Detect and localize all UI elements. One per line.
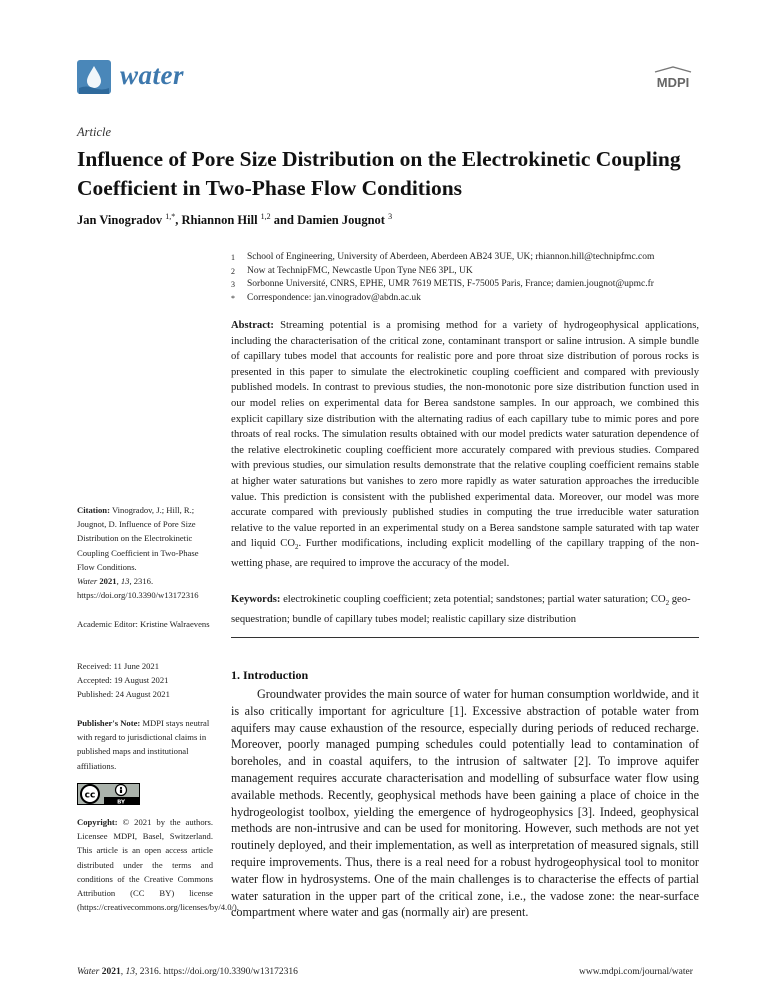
mdpi-logo	[649, 66, 697, 92]
article-type: Article	[77, 125, 112, 139]
copyright-notice: Copyright: © 2021 by the authors. Licensee MDPI, Basel, Switzerland. This article is an open access article distributed under the terms and conditions of the Creative Commons Attribution (CC BY) license (https://creativecommons.org/licenses/by/4.0/).	[77, 817, 239, 913]
author-name[interactable]: Damien Jougnot	[297, 213, 385, 228]
published-date: Published: 24 August 2021	[77, 689, 170, 700]
abstract: Abstract: Streaming potential is a promising method for a variety of hydrogeophysical applications, including the characterisation of the critical zone, contaminant transport or saline intrusion. A simple bundle of capillary tubes model that accounts for realistic pore and pore throat size distribution of porous rocks is presented in this paper to simulate the electrokinetic coupling coefficient and compared with previously published models. In contrast to previous studies, the non-monotonic pore size distribution function used in our model relies on experimental data for Berea sandstone samples. In our approach, we combined this explicit capillary size distribution with the alternating radius of each capillary tube to mimic pores and pore throats of real rocks. The simulation results obtained with our model predicts water saturation dependence of the relative electrokinetic coupling coefficient more accurately compared with previous studies. Compared with previous studies, our simulation results demonstrate that the relative coupling coefficient remains stable at higher water saturations but vanishes to zero more rapidly as water saturation approaches the irreducible value. This prediction is consistent with the published experimental data. Moreover, our model was more accurate compared with previously published studies in computing the true irreducible water saturation relative to the value reported in an experimental study on a Berea sandstone sample saturated with tap water and liquid $CO_2$. Further modifications, including explicit modelling of the capillary trapping of the non-wetting phase, are required to improve the accuracy of the model.	[231, 320, 699, 570]
body-paragraph: Groundwater provides the main source of water for human consumption worldwide, and it is also critically important for agriculture [1]. Excessive abstraction of potable water from aquifers may cause exhaustion of the resource, especially during periods of reduced recharge. Moreover, poorly managed pumping schedules could potentially lead to contamination of boreholes, and in coastal aquifers, to the intrusion of saltwater [2]. To improve aquifer management requires accurate characterisation and modelling of subsurface water flow using available methods. Recently, geophysical methods have been gaining a place of choice in the hydrogeologist toolbox, yielding the emergence of hydrogeophysics [3]. Indeed, geophysical methods are non-intrusive and can be used for monitoring. However, such methods are not yet routinely deployed, and their implementation, as well as interpretation of measured signals, still require improvements. Thus, there is a real need for a robust hydrogeophysical tool to monitor water flow in hydrosystems. One of the main challenges is to characterise the effects of partial water saturation in the upper part of the critical zone, i.e., the vadose zone: the near-surface compartment where water and gas (normally air) are present.	[231, 687, 699, 920]
author-name[interactable]: Jan Vinogradov	[77, 213, 163, 228]
svg-text:cc: cc	[84, 790, 96, 801]
doi-link[interactable]: https://doi.org/10.3390/w13172316	[77, 590, 199, 601]
paper-title: Influence of Pore Size Distribution on the Electrokinetic Coupling Coefficient in Two-Phase Flow Conditions	[77, 147, 681, 200]
footer-citation: Water 2021, 13, 2316. https://doi.org/10.3390/w13172316	[77, 967, 298, 977]
accepted-date: Accepted: 19 August 2021	[77, 675, 169, 686]
keywords: Keywords: electrokinetic coupling coefficient; zeta potential; sandstones; partial water saturation; $CO_2$ geo-sequestration; bundle of capillary tubes model; realistic capillary size distribution	[231, 594, 691, 625]
academic-editor: Academic Editor: Kristine Walraevens	[77, 619, 210, 629]
journal-url-link[interactable]: www.mdpi.com/journal/water	[579, 967, 693, 977]
author-name[interactable]: Rhiannon Hill	[181, 213, 258, 228]
publication-dates	[77, 659, 213, 702]
affiliation-item: 2 Now at TechnipFMC, Newcastle Upon Tyne NE6 3PL, UK	[231, 265, 473, 276]
affiliations	[231, 251, 701, 305]
affiliation-item: 3 Sorbonne Université, CNRS, EPHE, UMR 7619 METIS, F-75005 Paris, France; damien.jougnot@upmc.fr	[231, 279, 654, 289]
svg-text:BY: BY	[117, 799, 125, 805]
author-affil-mark: 1,*	[165, 212, 176, 221]
keywords-label: Keywords:	[231, 594, 281, 605]
water-drop-icon	[77, 60, 111, 94]
citation-block: Citation: Vinogradov, J.; Hill, R.; Jougnot, D. Influence of Pore Size Distribution on the Electrokinetic Coupling Coefficient in Two-Phase Flow Conditions. Water 2021, 13, 2316. https://doi.org/10.3390/w13172316	[77, 505, 199, 601]
affiliation-item: * Correspondence: jan.vinogradov@abdn.ac.uk	[231, 292, 421, 303]
affiliation-item: 1 School of Engineering, University of Aberdeen, Aberdeen AB24 3UE, UK; rhiannon.hill@technipfmc.com	[231, 252, 655, 262]
received-date: Received: 11 June 2021	[77, 661, 160, 671]
abstract-label: Abstract:	[231, 320, 274, 331]
author-list: Jan Vinogradov $^{1,*}$, Rhiannon Hill $^{1,2}$ and Damien Jougnot $^3$	[77, 212, 393, 228]
section-heading: 1. Introduction	[231, 668, 309, 682]
journal-name: water	[120, 60, 185, 90]
svg-text:MDPI: MDPI	[656, 75, 690, 90]
author-affil-mark: 3	[388, 212, 393, 221]
publisher-note: Publisher's Note: MDPI stays neutral with regard to jurisdictional claims in published maps and institutional affiliations.	[77, 718, 210, 771]
author-affil-mark: 1,2	[260, 212, 271, 221]
section-divider	[231, 637, 699, 638]
cc-by-license-icon[interactable]	[77, 783, 140, 805]
